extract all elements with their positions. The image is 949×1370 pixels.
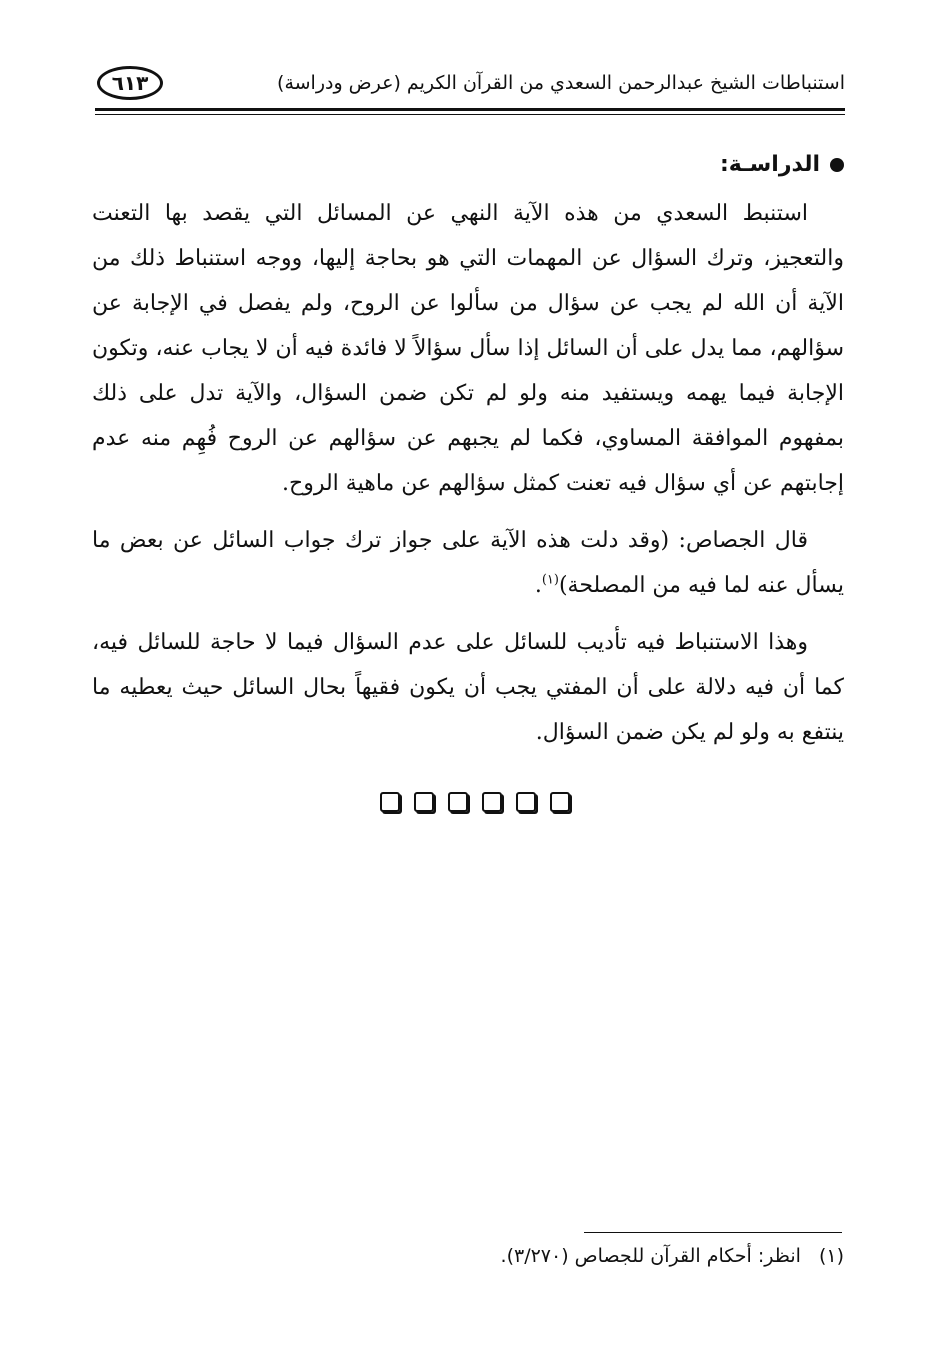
section-separator	[0, 792, 949, 812]
page-number: ٦١٣	[97, 66, 163, 100]
footnote-number: (١)	[818, 1245, 844, 1267]
paragraph-analysis: استنبط السعدي من هذه الآية النهي عن المسائل التي يقصد بها التعنت والتعجيز، وترك السؤال عن المهمات التي هو بحاجة إليها، ووجه استنباط ذلك من الآية أن الله لم يجب عن سؤال من سألوا عن الروح، ولم يفصل في الإجابة عن سؤالهم، مما يدل على أن السائل إذا سأل سؤالاً لا فائدة فيه أن لا يجاب عنه، وتكون الإجابة فيما يهمه ويستفيد منه ولو لم تكن ضمن السؤال، والآية تدل على ذلك بمفهوم الموافقة المساوي، فكما لم يجبهم عن سؤالهم عن الروح فُهِم منه عدم إجابتهم عن أي سؤال فيه تعنت كمثل سؤالهم عن ماهية الروح.	[92, 201, 844, 496]
square-ornament-icon	[414, 792, 434, 812]
bullet-icon	[830, 158, 844, 172]
main-content	[92, 142, 844, 755]
paragraph-quote	[92, 518, 844, 608]
square-ornament-icon	[448, 792, 468, 812]
square-ornament-icon	[380, 792, 400, 812]
header-rule-thick	[95, 108, 845, 111]
footnote-text: انظر: أحكام القرآن للجصاص (٣/٢٧٠).	[500, 1245, 801, 1267]
header-rule-thin	[95, 114, 845, 115]
square-ornament-icon	[550, 792, 570, 812]
quote-text: قال الجصاص: (وقد دلت هذه الآية على جواز ترك جواب السائل عن بعض ما يسأل عنه لما فيه من المصلحة)	[92, 528, 844, 598]
square-ornament-icon	[482, 792, 502, 812]
footnote-reference[interactable]: (١)	[541, 572, 559, 588]
paragraph-conclusion: وهذا الاستنباط فيه تأديب للسائل على عدم السؤال فيما لا حاجة للسائل فيه، كما أن فيه دلالة على أن المفتي يجب أن يكون فقيهاً بحال السائل حيث يعطيه ما ينتفع به ولو لم يكن ضمن السؤال.	[92, 630, 844, 745]
footnote-rule	[584, 1232, 842, 1233]
footnote	[501, 1245, 844, 1267]
section-heading-text: الدراسـة:	[719, 152, 820, 177]
running-header-title: استنباطات الشيخ عبدالرحمن السعدي من القرآن الكريم (عرض ودراسة)	[277, 72, 845, 94]
section-heading	[92, 142, 844, 187]
running-header	[95, 66, 845, 110]
square-ornament-icon	[516, 792, 536, 812]
quote-end: .	[534, 573, 542, 598]
